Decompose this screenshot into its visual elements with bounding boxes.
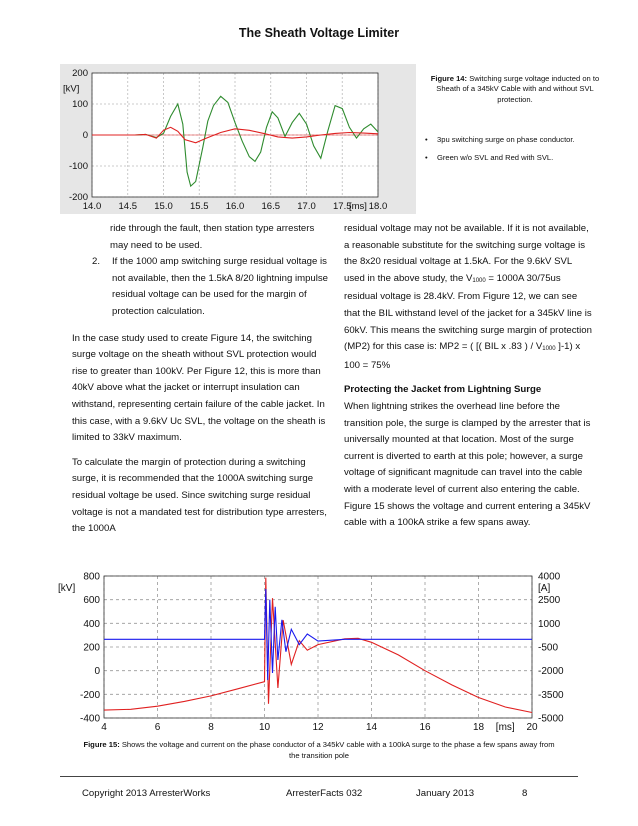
paragraph: In the case study used to create Figure 14, the switching surge voltage on the sheath without SVL protection would rise to greater than 100kV. Per Figure 12, this is more than 40kV above what the jacket or interrupt insulation can withstand, representing certain failure of the cable jacket. In this case, with a 9.6kV Uc SVL, the voltage on the sheath is limited to 33kV maximum. <box>72 332 326 444</box>
section-heading: Protecting the Jacket from Lightning Surge <box>344 384 542 396</box>
footer-date: January 2013 <box>416 788 475 799</box>
figure-15-caption-text: Shows the voltage and current on the phase conductor of a 345kV cable with a 100kA surge to the phase a few spans away from the transition pole <box>121 740 555 760</box>
y2-tick-label: -500 <box>538 642 559 654</box>
text-run: residual voltage may not be available. If it is not available, a reasonable substitute for the switching surge voltage is the 8x20 residual voltage at 1.5kA. For the 9.6kV SVL used in the above study, the <box>344 223 589 284</box>
voltage-symbol: V <box>465 272 473 284</box>
page-title: The Sheath Voltage Limiter <box>238 26 400 40</box>
bullet-icon: • <box>425 135 428 144</box>
y-tick-label: -200 <box>68 192 88 203</box>
paragraph: ride through the fault, then station type arresters may need to be used. <box>110 223 315 251</box>
y-tick-label: 0 <box>94 666 100 678</box>
paragraph: To calculate the margin of protection during a switching surge, it is recommended that the 1000A switching surge residual voltage be used. Since switching surge residual voltage is not a mandated test for distribution type arresters, the 1000A <box>72 456 327 535</box>
figure-14-label: Figure 14: <box>430 74 468 83</box>
x-tick-label: 6 <box>154 722 161 733</box>
figure-14-plot <box>60 64 416 214</box>
x-tick-label: 10 <box>258 722 271 733</box>
figure-15-chart <box>56 570 576 738</box>
y2-tick-label: 2500 <box>538 595 561 607</box>
y-tick-label: 0 <box>82 130 88 141</box>
list-number: 2. <box>92 256 101 268</box>
x-tick-label: 18 <box>472 722 485 733</box>
footer-divider <box>60 776 578 777</box>
x-tick-label: 17.5 <box>333 201 352 212</box>
y-tick-label: 100 <box>72 99 88 110</box>
left-column <box>72 221 330 538</box>
y-tick-label: -200 <box>79 689 100 701</box>
figure-15-plot <box>56 570 576 738</box>
y2-axis-label: [A] <box>538 582 551 594</box>
x-tick-label: 20 <box>526 722 538 733</box>
bullet-icon: • <box>425 153 428 163</box>
paragraph: When lightning strikes the overhead line before the transition pole, the surge is clamped by the arrester that is universally mounted at that location. Most of the surge current is diverted to earth at this pole; however, a surge voltage of significant magnitude can travel into the cable with a moderate level of current also entering the cable. Figure 15 shows the voltage and current entering a 345kV cable with a 100kA strike a few spans away. <box>344 400 591 529</box>
y-tick-label: 800 <box>83 571 100 583</box>
x-tick-label: 4 <box>101 722 107 733</box>
y-tick-label: 400 <box>83 618 100 630</box>
list-text: If the 1000 amp switching surge residual voltage is not available, then the 1.5kA 8/20 lightning impulse residual voltage can be used for the margin of protection calculation. <box>112 256 329 317</box>
x-tick-label: 16.5 <box>261 201 280 212</box>
x-tick-label: 16 <box>419 722 431 733</box>
figure-15-label: Figure 15: <box>83 740 120 749</box>
footer-page-number: 8 <box>522 788 528 799</box>
y-tick-label: -400 <box>79 713 100 725</box>
x-tick-label: 8 <box>208 722 214 733</box>
x-tick-label: 14 <box>365 722 378 733</box>
y2-tick-label: -2000 <box>538 666 564 678</box>
y-axis-label: [kV] <box>58 582 76 594</box>
list-item <box>425 153 600 163</box>
footer-copyright: Copyright 2013 ArresterWorks <box>82 788 211 799</box>
list-item <box>72 254 330 320</box>
x-tick-label: 14.5 <box>118 201 137 212</box>
figure-14-notes <box>425 135 600 170</box>
list-item <box>425 135 600 145</box>
y2-tick-label: 4000 <box>538 571 561 583</box>
voltage-subscript: 1000 <box>472 277 486 284</box>
paragraph <box>344 221 594 374</box>
y-axis-label: [kV] <box>63 83 80 95</box>
text-run: = 1000A 30/75us residual voltage is 28.4kV. From Figure 12, we can see that the BIL withstand level of the jacket for a 345kV line is 60kV. This means the switching surge margin of protection (MP2) for this case is: MP2 = ( [( BIL x .83 ) / V <box>344 272 592 353</box>
y-tick-label: -100 <box>68 161 88 172</box>
x-tick-label: 15.0 <box>154 201 173 212</box>
figure-14-chart <box>60 64 416 214</box>
footer-series: ArresterFacts 032 <box>286 788 363 799</box>
y-tick-label: 200 <box>72 68 88 79</box>
x-tick-label: 17.0 <box>297 201 316 212</box>
x-axis-label: [ms] <box>495 722 515 733</box>
figure-15-caption <box>80 740 558 761</box>
y2-tick-label: 1000 <box>538 618 561 630</box>
x-tick-label: 15.5 <box>190 201 209 212</box>
figure-14-caption <box>425 74 605 105</box>
y-tick-label: 200 <box>83 642 100 654</box>
x-tick-label: 18.0 <box>368 201 388 212</box>
note-text: 3pu switching surge on phase conductor. <box>437 135 575 144</box>
x-tick-label: 12 <box>312 722 324 733</box>
note-text: Green w/o SVL and Red with SVL. <box>437 153 554 163</box>
y-tick-label: 600 <box>83 595 100 607</box>
y2-tick-label: -3500 <box>538 689 564 701</box>
figure-14-caption-text: Switching surge voltage inducted on to Sheath of a 345kV Cable with and without SVL protection. <box>436 74 600 104</box>
text-run: ]-1) x 100 = 75% <box>344 341 581 371</box>
x-tick-label: 14.0 <box>82 201 102 212</box>
voltage-subscript: 1000 <box>542 346 556 353</box>
y2-tick-label: -5000 <box>538 713 564 725</box>
x-axis-label: [ms] <box>349 201 367 212</box>
right-column <box>344 221 594 532</box>
x-tick-label: 16.0 <box>225 201 245 212</box>
